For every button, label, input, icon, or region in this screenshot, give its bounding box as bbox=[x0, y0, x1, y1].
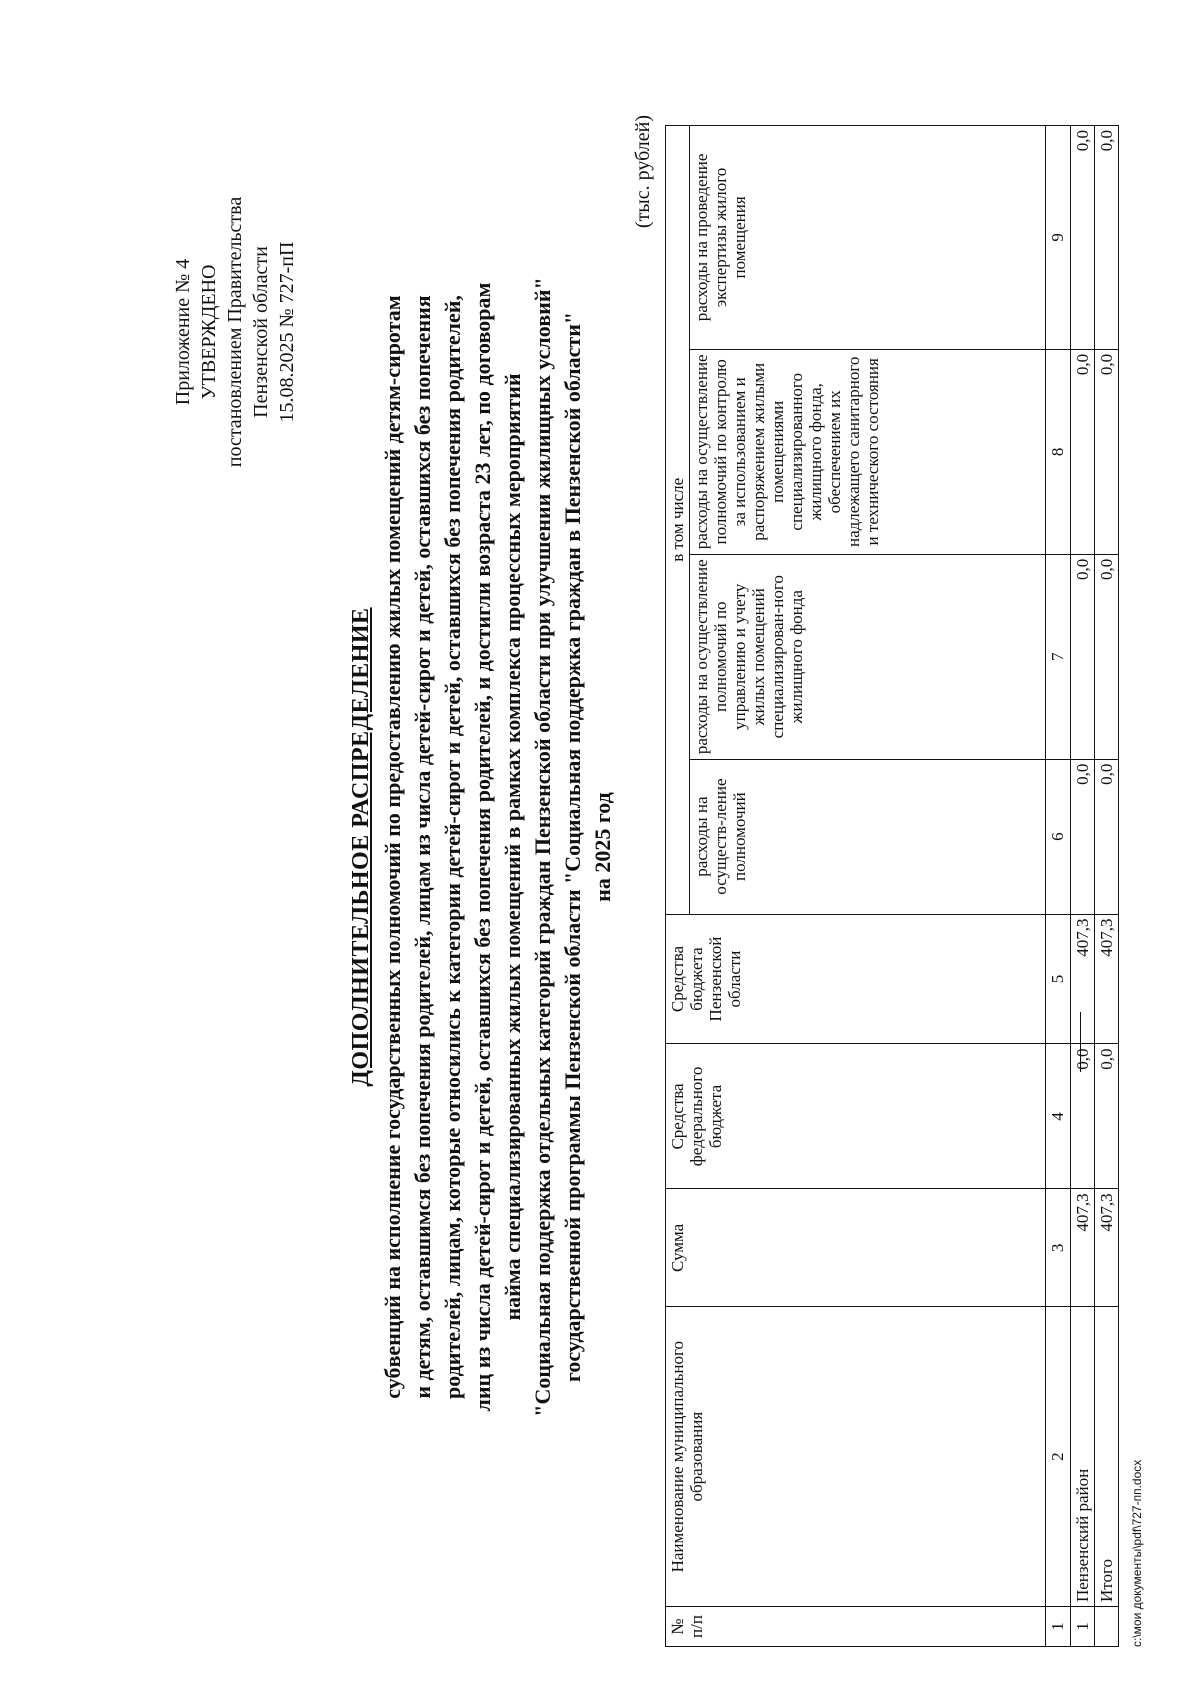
cell-federal: 0,0 bbox=[1095, 1044, 1119, 1189]
subtitle-line: на 2025 год bbox=[590, 792, 615, 902]
cell-regional: 407,3 bbox=[1095, 914, 1119, 1044]
approval-line: Приложение № 4 bbox=[172, 258, 194, 406]
approval-line: постановлением Правительства bbox=[224, 196, 246, 468]
cell-c7: 0,0 bbox=[1071, 554, 1095, 759]
approval-line: 15.08.2025 № 727-пП bbox=[276, 241, 298, 423]
footer-divider bbox=[1080, 1012, 1081, 1072]
column-number: 8 bbox=[1046, 349, 1071, 554]
column-number: 7 bbox=[1046, 554, 1071, 759]
table-row-total bbox=[1095, 126, 1119, 1647]
header-c6: расходы на осуществ-ление полномочий bbox=[690, 759, 1046, 914]
column-numbers-row bbox=[1046, 126, 1071, 1647]
cell-c8: 0,0 bbox=[1095, 349, 1119, 554]
header-including: в том числе bbox=[666, 126, 690, 915]
subtitle-line: субвенций на исполнение государственных полномочий по предоставлению жилых помещений детям-сиротам bbox=[380, 295, 405, 1399]
header-c8: расходы на осуществление полномочий по контролю за использованием и распоряжением жилыми помещениями специализированного жилищного фонда, обеспечением их надлежащего санитарного и технического состояния bbox=[690, 349, 1046, 554]
header-row bbox=[666, 126, 690, 1647]
header-num: № п/п bbox=[666, 1607, 1046, 1647]
cell-sum: 407,3 bbox=[1071, 1189, 1095, 1307]
cell-sum: 407,3 bbox=[1095, 1189, 1119, 1307]
document-title: ДОПОЛНИТЕЛЬНОЕ РАСПРЕДЕЛЕНИЕ bbox=[348, 607, 374, 1087]
column-number: 3 bbox=[1046, 1189, 1071, 1307]
header-name: Наименование муниципального образования bbox=[666, 1307, 1046, 1607]
subtitle-line: найма специализированных жилых помещений в рамках комплекса процессных мероприятий bbox=[500, 373, 525, 1321]
column-number: 4 bbox=[1046, 1044, 1071, 1189]
header-sum: Сумма bbox=[666, 1189, 1046, 1307]
cell-c7: 0,0 bbox=[1095, 554, 1119, 759]
approval-line: Пензенской области bbox=[250, 246, 272, 418]
cell-c8: 0,0 bbox=[1071, 349, 1095, 554]
subtitle-line: лиц из числа детей-сирот и детей, оставшихся без попечения родителей, и достигли возраста 23 лет, по договорам bbox=[470, 282, 495, 1412]
column-number: 6 bbox=[1046, 759, 1071, 914]
subtitle-line: государственной программы Пензенской области "Социальная поддержка граждан в Пензенской области" bbox=[560, 311, 585, 1383]
header-c7: расходы на осуществление полномочий по управлению и учету жилых помещений специализирован-ного жилищного фонда bbox=[690, 554, 1046, 759]
header-regional: Средства бюджета Пензенской области bbox=[666, 914, 1046, 1044]
column-number: 5 bbox=[1046, 914, 1071, 1044]
cell-num bbox=[1095, 1607, 1119, 1647]
cell-c6: 0,0 bbox=[1071, 759, 1095, 914]
subtitle-line: родителей, лицам, которые относились к категории детей-сирот и детей, оставшихся без попечения родителей, bbox=[440, 295, 465, 1399]
approval-stamp bbox=[170, 182, 300, 482]
units-label: (тыс. рублей) bbox=[632, 115, 654, 229]
cell-c9: 0,0 bbox=[1095, 126, 1119, 350]
column-number: 1 bbox=[1046, 1607, 1071, 1647]
header-c9: расходы на проведение экспертизы жилого помещения bbox=[690, 126, 1046, 350]
cell-name: Пензенский район bbox=[1071, 1307, 1095, 1607]
cell-num: 1 bbox=[1071, 1607, 1095, 1647]
subtitle-line: "Социальная поддержка отдельных категорий граждан Пензенской области при улучшении жилищных условий" bbox=[530, 277, 555, 1417]
header-federal: Средства федерального бюджета bbox=[666, 1044, 1046, 1189]
column-number: 2 bbox=[1046, 1307, 1071, 1607]
document-subtitle bbox=[378, 87, 618, 1607]
cell-c9: 0,0 bbox=[1071, 126, 1095, 350]
column-number: 9 bbox=[1046, 126, 1071, 350]
distribution-table bbox=[665, 125, 1119, 1647]
file-path: c:\мои документы\pdf\727-пп.docx bbox=[1130, 1459, 1144, 1647]
subtitle-line: и детям, оставшимся без попечения родителей, лицам из числа детей-сирот и детей, оставшихся без попечения bbox=[410, 295, 435, 1399]
cell-federal: 0,0 bbox=[1071, 1044, 1095, 1189]
cell-name: Итого bbox=[1095, 1307, 1119, 1607]
table-row bbox=[1071, 126, 1095, 1647]
cell-c6: 0,0 bbox=[1095, 759, 1119, 914]
cell-regional: 407,3 bbox=[1071, 914, 1095, 1044]
approval-line: УТВЕРЖДЕНО bbox=[198, 264, 220, 400]
